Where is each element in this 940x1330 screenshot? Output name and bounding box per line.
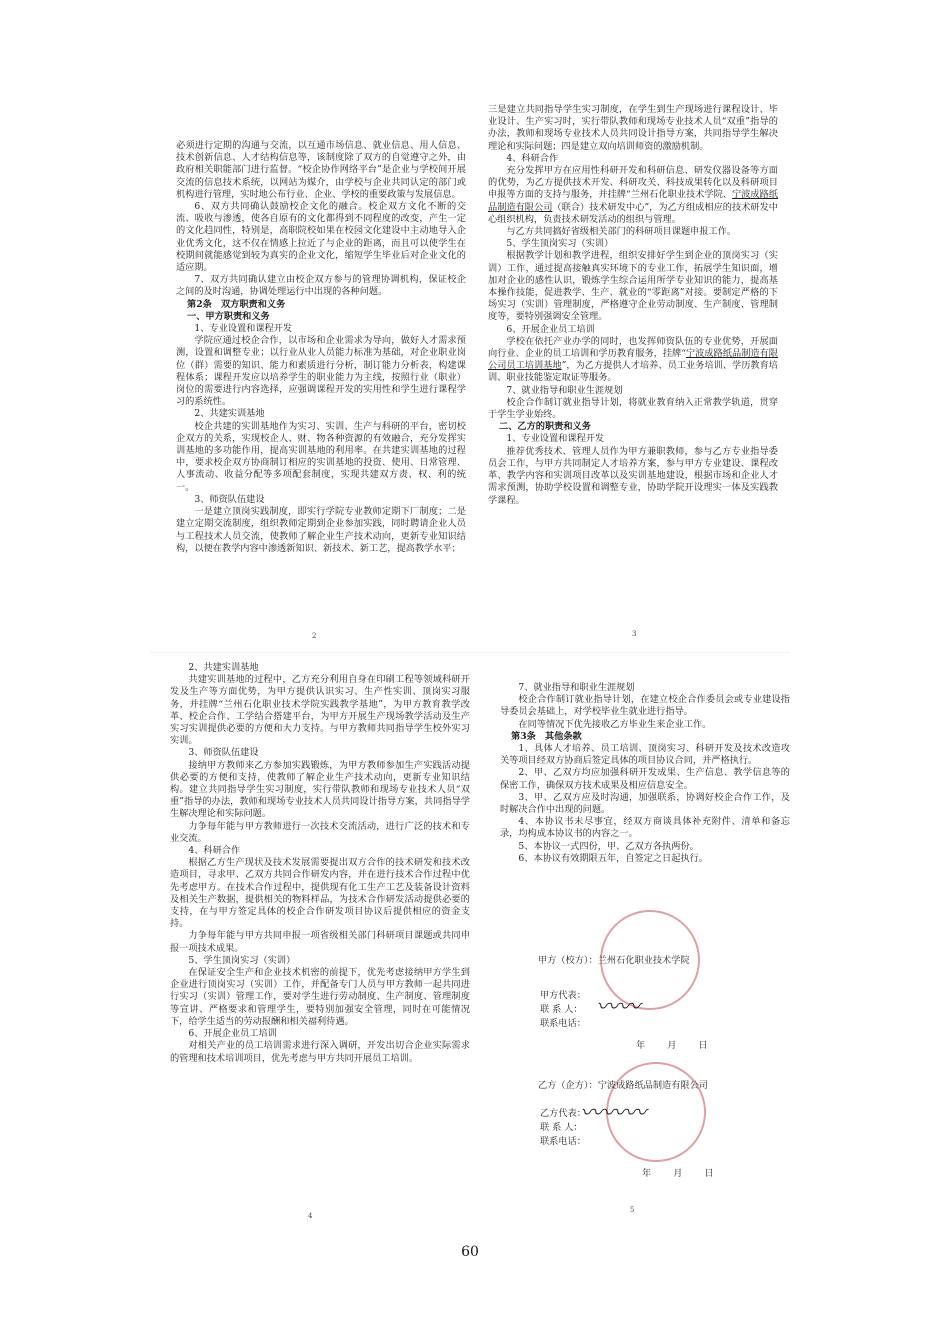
clause: 1、具体人才培养、员工培训、顶岗实习、科研开发及技术改造攻关等项目经双方协商后签定具体的项目协议合同，并严格执行。	[500, 743, 790, 767]
party-a-rep-label: 甲方代表：	[540, 990, 586, 1001]
subsection-heading: 6、开展企业员工培训	[506, 323, 595, 335]
subsection-heading: 4、科研合作	[188, 845, 241, 857]
subsection-heading: 7、就业指导和职业生涯规划	[518, 682, 635, 693]
paragraph: 在保证安全生产和企业技术机密的前提下，优先考虑接纳甲方学生到企业进行顶岗实习（实训）工作，并配备专门人员与甲方教师一起共同进行实习（实训）管理工作，要对学生进行劳动制度、生产制度、管理制度等宣讲、严格要求和管理学生，要特别加强安全管理，同时在可能情况下，给学生适当的劳动报酬和相关福利待遇。	[170, 967, 470, 1027]
clause: 5、本协议一式四份，甲、乙双方各执两份。	[518, 840, 699, 852]
date-month: 月	[667, 1040, 677, 1051]
clause: 3、甲、乙双方应及时沟通，加强联系，协调好校企合作工作，及时解决合作中出现的问题。	[500, 791, 790, 816]
party-b-name: 宁波成路纸品制造有限公司	[597, 1080, 708, 1091]
paragraph	[488, 165, 778, 226]
paragraph: 根据乙方生产现状及技术发展需要提出双方合作的技术研发和技术改造项目，寻求甲、乙双方共同合作研发内容，并在进行技术合作过程中优先考虑甲方。在技术合作过程中，提供现有化工生产工艺及装备设计资料及相关生产数据，提供相关的物料样品，为技术合作研发活动提供必要的支持，在与甲方签定具体的校企合作研发项目协议后提供相应的资金支持。	[170, 857, 470, 930]
paragraph: 与乙方共同搞好省级相关部门的科研项目课题申报工作。	[506, 226, 737, 238]
page-number: 2	[312, 632, 317, 640]
paragraph: 7、双方共同确认建立由校企双方参与的管理协调机构，保证校企之间的及时沟通，协调处理运行中出现的各种问题。	[176, 274, 466, 298]
subsection-heading: 5、学生顶岗实习（实训）	[506, 238, 614, 250]
date-day: 日	[704, 1168, 714, 1179]
article-heading: 第2条 双方职责和义务	[187, 298, 286, 310]
subsection-heading: 6、开展企业员工培训	[188, 1028, 277, 1040]
company-name-underlined: 宁波成路纸品制造有限公司	[488, 189, 778, 213]
paragraph: 必须进行定期的沟通与交流，以互通市场信息、就业信息、用人信息、技术创新信息、人才结构信息等，该制度除了双方的自觉遵守之外，由政府相关职能部门进行监督。“校企协作网络平台”是企业与学校间开展交流的信息技术系统，以网站为媒介，由学校与企业共同认定的部门或机构进行管理，实时地公布行业、企业、学校的重要政策与发展信息。	[176, 140, 466, 200]
clause: 6、本协议有效期限五年，自签定之日起执行。	[518, 852, 708, 864]
text-run: （联合）技术研发中心”，为乙方组成相应的技术研发中心组织机构，负责技术研发活动的组织与管理。	[488, 201, 778, 225]
party-b-contact-label: 联 系 人：	[540, 1122, 583, 1133]
date-year: 年	[642, 1168, 652, 1179]
footer-page-number: 60	[461, 1244, 479, 1260]
party-a-signature-icon: 〰〰	[596, 995, 641, 1020]
paragraph: 校企合作制订就业指导计划，在建立校企合作委员会或专业建设指导委员会基础上，对学校毕业生就业进行指导。	[500, 694, 790, 718]
date-day: 日	[698, 1040, 708, 1051]
paragraph: 推荐优秀技术、管理人员作为甲方兼职教师，参与乙方专业指导委员会工作，与甲方共同制定人才培养方案，参与甲方专业建设、课程改革、教学内容和实训项目改革以及实训基地建设，根据市场和企业人才需求预测，协助学校设置和调整专业，协助学院开设理实一体及实践教学课程。	[488, 445, 778, 506]
party-a-phone-label: 联系电话：	[540, 1018, 586, 1029]
party-a-line	[538, 955, 690, 967]
page-number: 3	[632, 630, 637, 638]
paragraph: 校企共建的实训基地作为实习、实训、生产与科研的平台，密切校企双方的关系，实现校企人、财、物各种资源的有效融合，充分发挥实训基地的多功能作用，提高实训基地的利用率。在共建实训基地的过程中，要求校企双方协商制订相应的实训基地的投资、使用、日常管理、人事流动、收益分配等多项配套制度，实现共建双方责、权、利的统一。	[176, 420, 466, 493]
clause: 4、本协议书未尽事宜，经双方商谈具体补充附件、清单和备忘录，均构成本协议书的内容之一。	[500, 816, 790, 840]
subsection-heading: 2、共建实训基地	[194, 408, 265, 420]
paragraph: 学院应通过校企合作，以市场和企业需求为导向，做好人才需求预测，设置和调整专业；以行业从业人员能力标准为基础，对企业职业岗位（群）需要的知识、能力和素质进行分析，制订能力分析表，构建课程体系；课程开发应以培养学生的职业能力为主线，按照行业（职业）岗位的需要进行内容选择，应强调课程开发的实用性和学生进行课程学习的系统性。	[176, 335, 466, 408]
text-run: 学校在依托产业办学的同时，也发挥师资队伍的专业优势，开展面向行业、企业的员工培训和学历教育服务，挂牌“	[488, 335, 778, 360]
party-b-line	[538, 1080, 708, 1092]
paragraph: 在同等情况下优先接收乙方毕业生来企业工作。	[518, 718, 712, 730]
training-base-underlined: 宁波成路纸品制造有限公司员工培训基地	[488, 348, 778, 372]
page-number: 4	[308, 1212, 313, 1220]
party-b-date	[642, 1168, 736, 1180]
party-b-label: 乙方（企方）：	[538, 1080, 598, 1091]
subsection-heading: 4、科研合作	[506, 152, 559, 164]
text-run: ”，为乙方提供人才培养、员工业务培训、学历教育培训、职业技能鉴定取证等服务。	[488, 360, 778, 384]
paragraph	[488, 336, 778, 385]
section-heading: 二、乙方的职责和义务	[499, 421, 591, 433]
text-run: 充分发挥甲方在应用性科研开发和科研信息、研发仪器设备等方面的优势，为乙方提供技术开发、科研攻关、科技成果转化以及科研项目申报等方面的支持与服务，并挂牌“兰州石化职业技术学院、	[488, 165, 778, 201]
paragraph: 力争每年能与甲方共同申报一项省级相关部门科研项目课题或共同申报一项技术成果。	[170, 930, 470, 954]
paragraph: 三是建立共同指导学生实习制度，在学生到生产现场进行课程设计、毕业设计、生产实习时，实行带队教师和现场专业技术人员“双重”指导的办法，教师和现场专业技术人员共同设计指导方案，共同指导学生解决理论和实际问题；四是建立双向培训师资的激励机制。	[488, 104, 778, 152]
subsection-heading: 3、师资队伍建设	[188, 747, 259, 759]
paragraph: 根据教学计划和教学进程，组织安排好学生到企业的顶岗实习（实训）工作，通过提高接触真实环境下的专业工作，拓展学生知识面，增加对企业的感性认识，锻炼学生综合运用所学专业知识的能力，提高基本操作技能，促进教学、生产、就业的“零距离”对接。要制定严格的下场实习（实训）管理制度，严格遵守企业劳动制度、生产制度、管理制度等，要特别强调安全管理。	[488, 250, 778, 323]
paragraph: 一是建立顶岗实践制度，即实行学院专业教师定期下厂制度；二是建立定期交流制度，组织教师定期到企业参加实践，同时聘请企业人员与工程技术人员交流，使教师了解企业生产技术动向，更新专业知识结构，以便在教学内容中渗透新知识、新技术、新工艺，提高教学水平；	[176, 506, 466, 554]
document-page-3	[488, 104, 778, 645]
party-a-name: 兰州石化职业技术学院	[597, 955, 690, 966]
party-b-phone-label: 联系电话：	[540, 1136, 586, 1147]
subsection-heading: 3、师资队伍建设	[194, 493, 265, 505]
party-b-rep-label: 乙方代表：	[540, 1108, 586, 1119]
date-year: 年	[636, 1040, 646, 1051]
document-page-4	[170, 662, 470, 1227]
subsection-heading: 2、共建实训基地	[188, 662, 259, 673]
page-number: 5	[630, 1206, 635, 1214]
party-a-contact-label: 联 系 人：	[540, 1004, 583, 1015]
paragraph: 共建实训基地的过程中，乙方充分利用自身在印刷工程等领域科研开发及生产等方面优势，为甲方提供认识实习、生产性实训、顶岗实习服务，并挂牌“兰州石化职业技术学院实践教学基地”，为甲方教育教学改革、校企合作、工学结合搭建平台，为甲方开展生产现场教学活动及生产实习实训提供必要的方便和大力支持。与甲方教师共同指导学生校外实习实训。	[170, 674, 470, 747]
paragraph: 6、双方共同确认鼓励校企文化的融合。校企双方文化不断的交流、吸收与渗透，使各自原有的文化都得到不同程度的改变，产生一定的文化趋同性，特别是，高职院校如果在校园文化建设中主动地导入企业优秀文化，这不仅在情感上拉近了与企业的距离，而且可以使学生在校期间就能感觉到较为真实的企业文化，缩短学生毕业后对企业文化的适应期。	[176, 201, 466, 274]
subsection-heading: 1、专业设置和课程开发	[194, 323, 293, 335]
date-month: 月	[673, 1168, 683, 1179]
clause: 2、甲、乙双方均应加强科研开发成果、生产信息、教学信息等的保密工作，确保双方技术成果及相应信息安全。	[500, 767, 790, 791]
paragraph: 力争每年能与甲方教师进行一次技术交流活动，进行广泛的技术和专业交流。	[170, 820, 470, 844]
subsection-heading: 5、学生顶岗实习（实训）	[188, 954, 296, 966]
document-page-2	[176, 140, 466, 645]
subsection-heading: 7、就业指导和职业生涯规划	[506, 384, 623, 396]
article-heading: 第3条 其他条款	[511, 730, 582, 742]
paragraph: 接纳甲方教师来乙方参加实践锻炼，为甲方教师参加生产实践活动提供必要的方便和支持，使教师了解企业生产技术动向，更新专业知识结构。建立共同指导学生实习制度，实行带队教师和现场专业技术人员“双重”指导的办法，教师和现场专业技术人员共同设计指导方案，共同指导学生解决理论和实际问题。	[170, 759, 470, 820]
section-heading: 一、甲方职责和义务	[187, 310, 270, 322]
party-a-label: 甲方（校方）：	[538, 955, 598, 966]
subsection-heading: 1、专业设置和课程开发	[506, 433, 605, 445]
page-divider	[150, 652, 790, 653]
party-a-date	[636, 1040, 730, 1052]
paragraph: 对相关产业的员工培训需求进行深入调研，开发出切合企业实际需求的管理和技术培训项目，优先考虑与甲方共同开展员工培训。	[170, 1040, 470, 1064]
party-b-signature-icon: 〰〰〰	[580, 1101, 647, 1126]
paragraph: 校企合作制订就业指导计划，将就业教育纳入正常教学轨道，贯穿于学生学业始终。	[488, 396, 778, 421]
